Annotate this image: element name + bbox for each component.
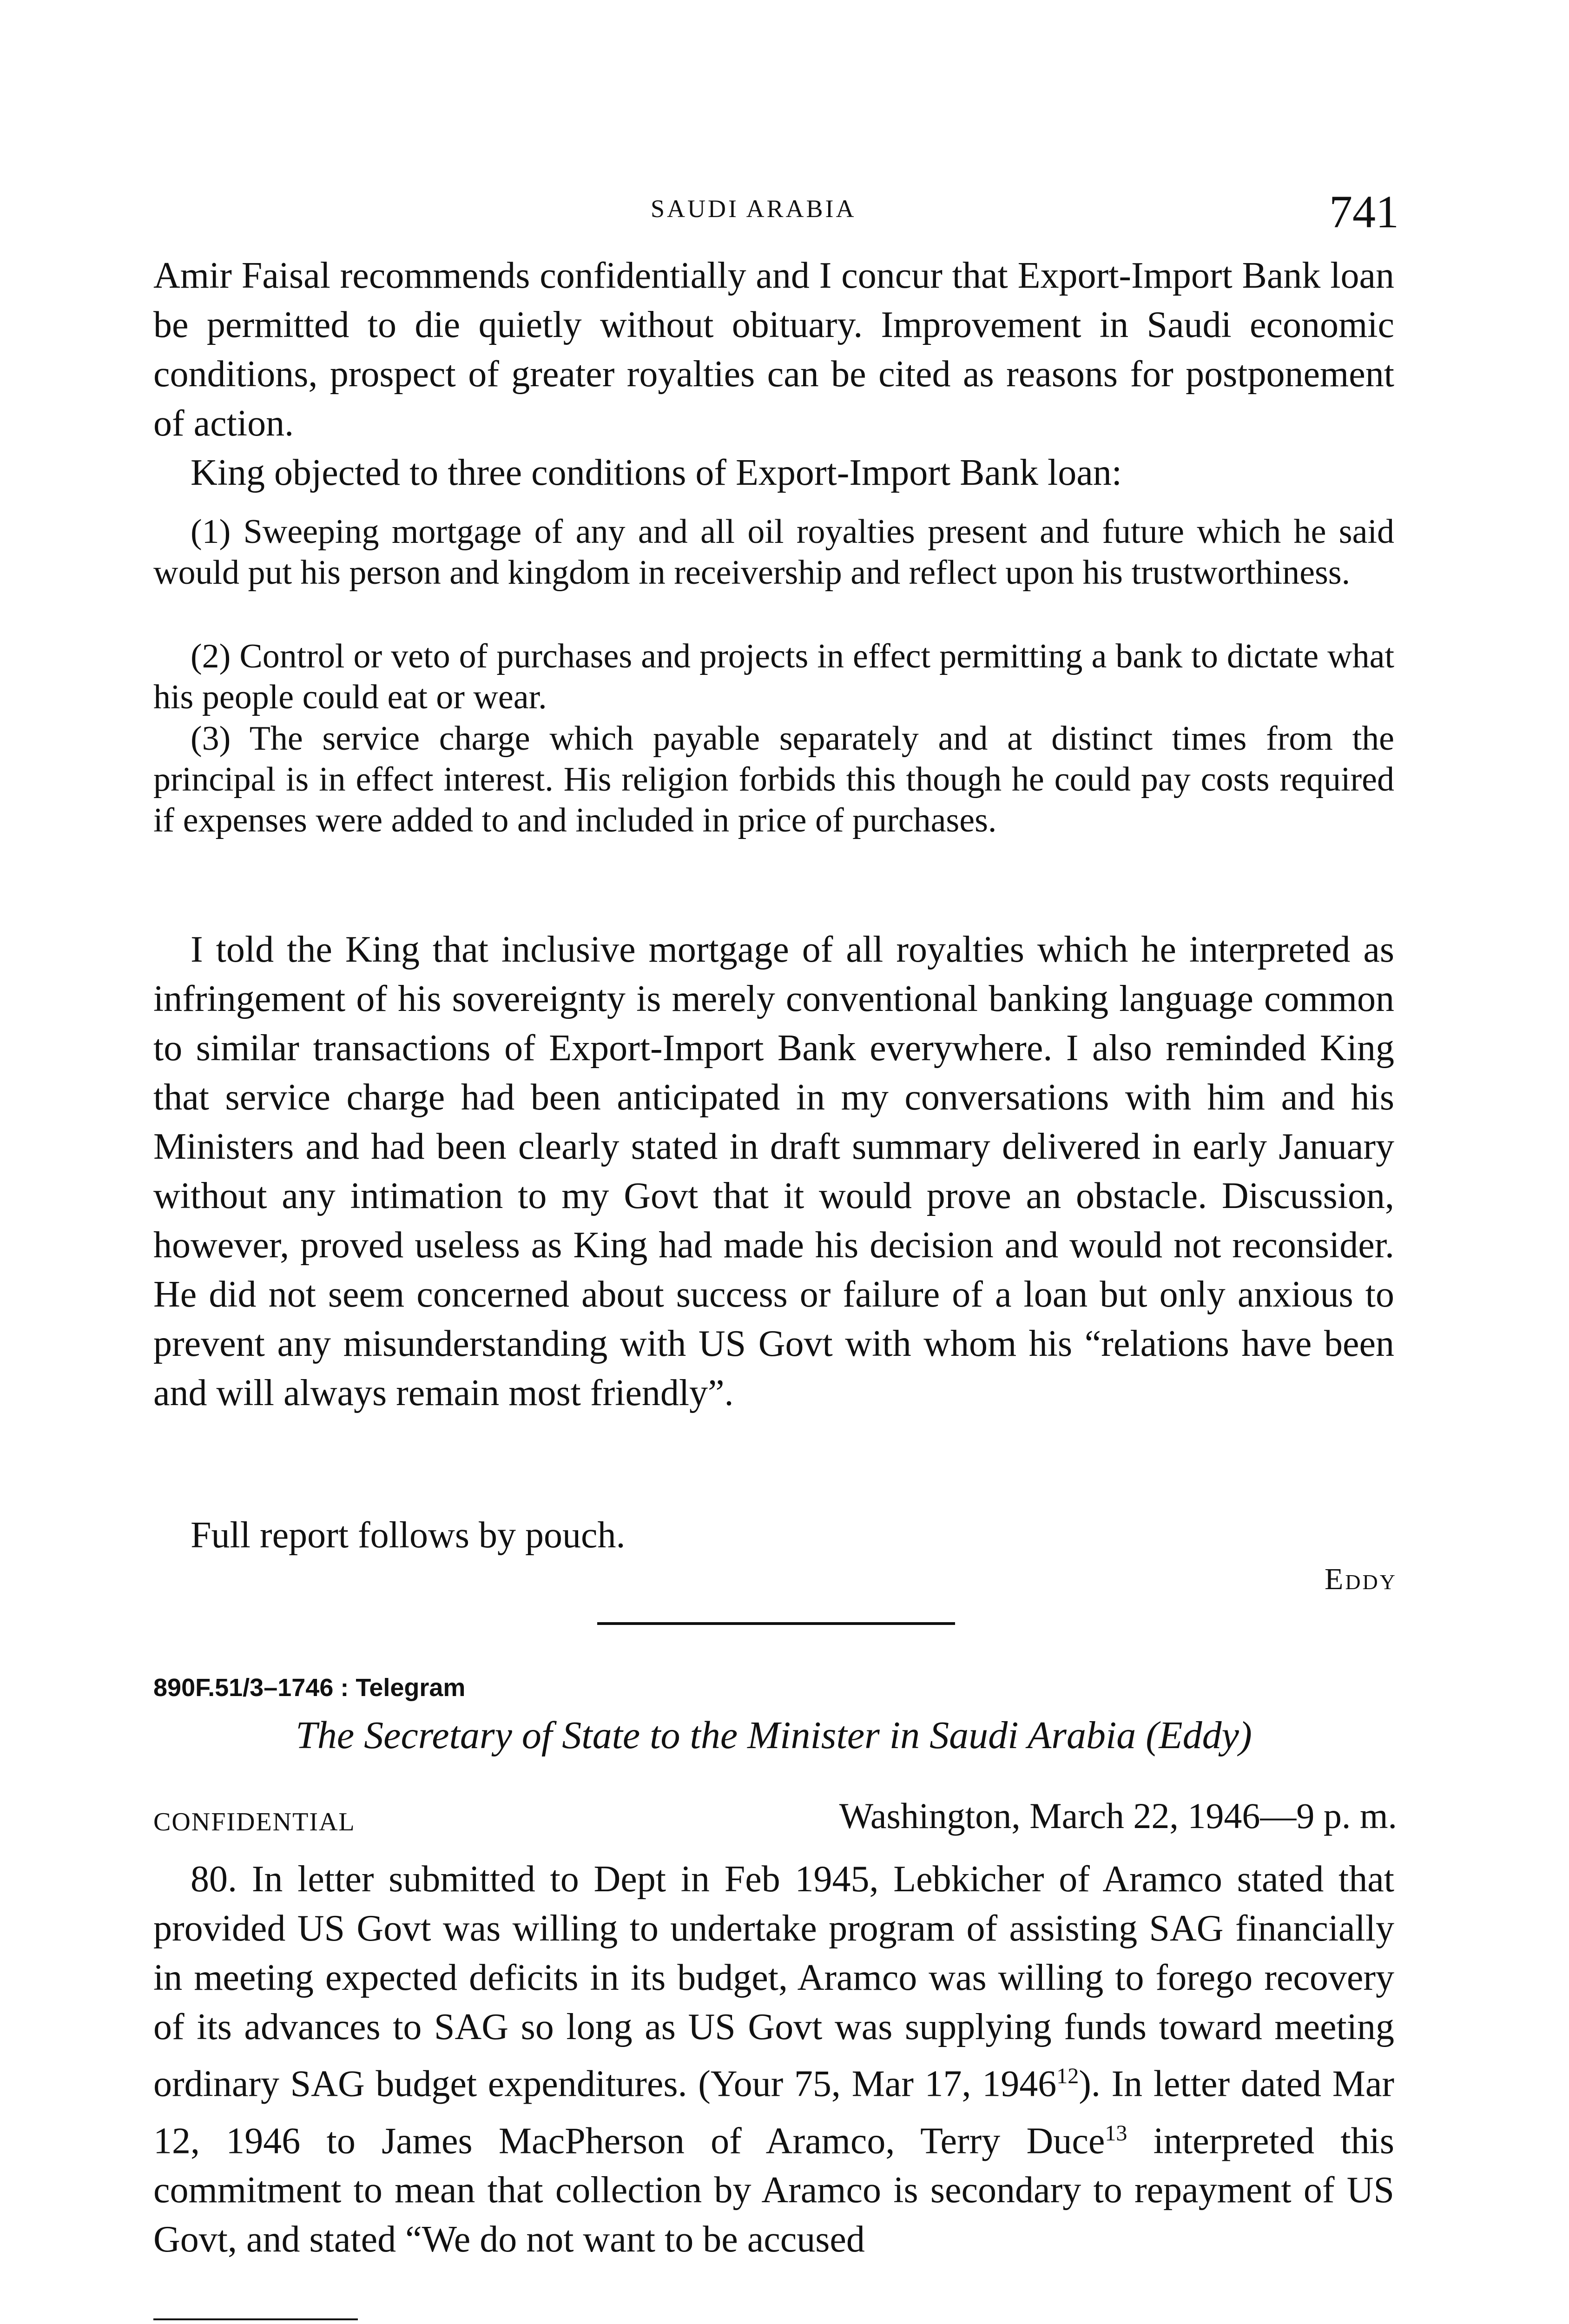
- footnote-reference: 12: [1056, 2064, 1079, 2088]
- body-paragraph: I told the King that inclusive mortgage of all royalties which he interpreted as infringement of his sovereignty is merely conventional banking language common to similar transactions of Export-Import Bank everywhere. I also reminded King that service charge had been anticipated in my conversations with him and his Ministers and had been clearly stated in draft summary delivered in early January without any intimation to my Govt that it would prove an obstacle. Discussion, however, proved useless as King had made his decision and would not reconsider. He did not seem concerned about success or failure of a loan but only anxious to prevent any misunderstanding with US Govt with whom his “relations have been and will always remain most friendly”.: [153, 929, 1394, 1413]
- telegram-body: [153, 1855, 1394, 2264]
- body-paragraph: Full report follows by pouch.: [191, 1515, 626, 1556]
- footnote-reference: 13: [1105, 2120, 1127, 2146]
- signature: Eddy: [1325, 1562, 1397, 1596]
- telegram-text: interpreted this commitment to mean that collection by Aramco is secondary to repayment of US Govt, and stated “We do not want to be accused: [153, 2120, 1394, 2260]
- file-number: 890F.51/3–1746 : Telegram: [153, 1674, 466, 1702]
- section-divider: [597, 1622, 955, 1625]
- classification-label: CONFIDENTIAL: [153, 1808, 356, 1836]
- body-paragraph: King objected to three conditions of Export-Import Bank loan:: [191, 452, 1122, 493]
- footnote-divider: [153, 2318, 358, 2320]
- document-title: The Secretary of State to the Minister in Saudi Arabia (Eddy): [296, 1714, 1252, 1757]
- dateline: Washington, March 22, 1946—9 p. m.: [839, 1796, 1397, 1836]
- telegram-text: ). In letter dated Mar 12, 1946 to James MacPherson of Aramco, Terry Duce: [153, 2063, 1395, 2162]
- running-header-title: SAUDI ARABIA: [651, 195, 857, 223]
- body-paragraph: Amir Faisal recommends confidentially and I concur that Export-Import Bank loan be permitted to die quietly without obituary. Improvement in Saudi economic conditions, prospect of greater royalties can be cited as reasons for postponement of action.: [153, 255, 1394, 444]
- condition-item: (1) Sweeping mortgage of any and all oil royalties present and future which he said would put his person and kingdom in receivership and reflect upon his trustworthiness.: [153, 513, 1394, 592]
- page-number: 741: [1329, 186, 1399, 238]
- telegram-text: 80. In letter submitted to Dept in Feb 1945, Lebkicher of Aramco stated that provided US Govt was willing to undertake program of assisting SAG financially in meeting expected deficits in its budget, Aramco was willing to forego recovery of its advances to SAG so long as US Govt was supplying funds toward meeting ordinary SAG budget expenditures. (Your 75, Mar 17, 1946: [153, 1859, 1394, 2105]
- condition-item: (2) Control or veto of purchases and projects in effect permitting a bank to dictate what his people could eat or wear.: [153, 637, 1394, 716]
- condition-item: (3) The service charge which payable separately and at distinct times from the principal is in effect interest. His religion forbids this though he could pay costs required if expenses were added to and included in price of purchases.: [153, 720, 1394, 839]
